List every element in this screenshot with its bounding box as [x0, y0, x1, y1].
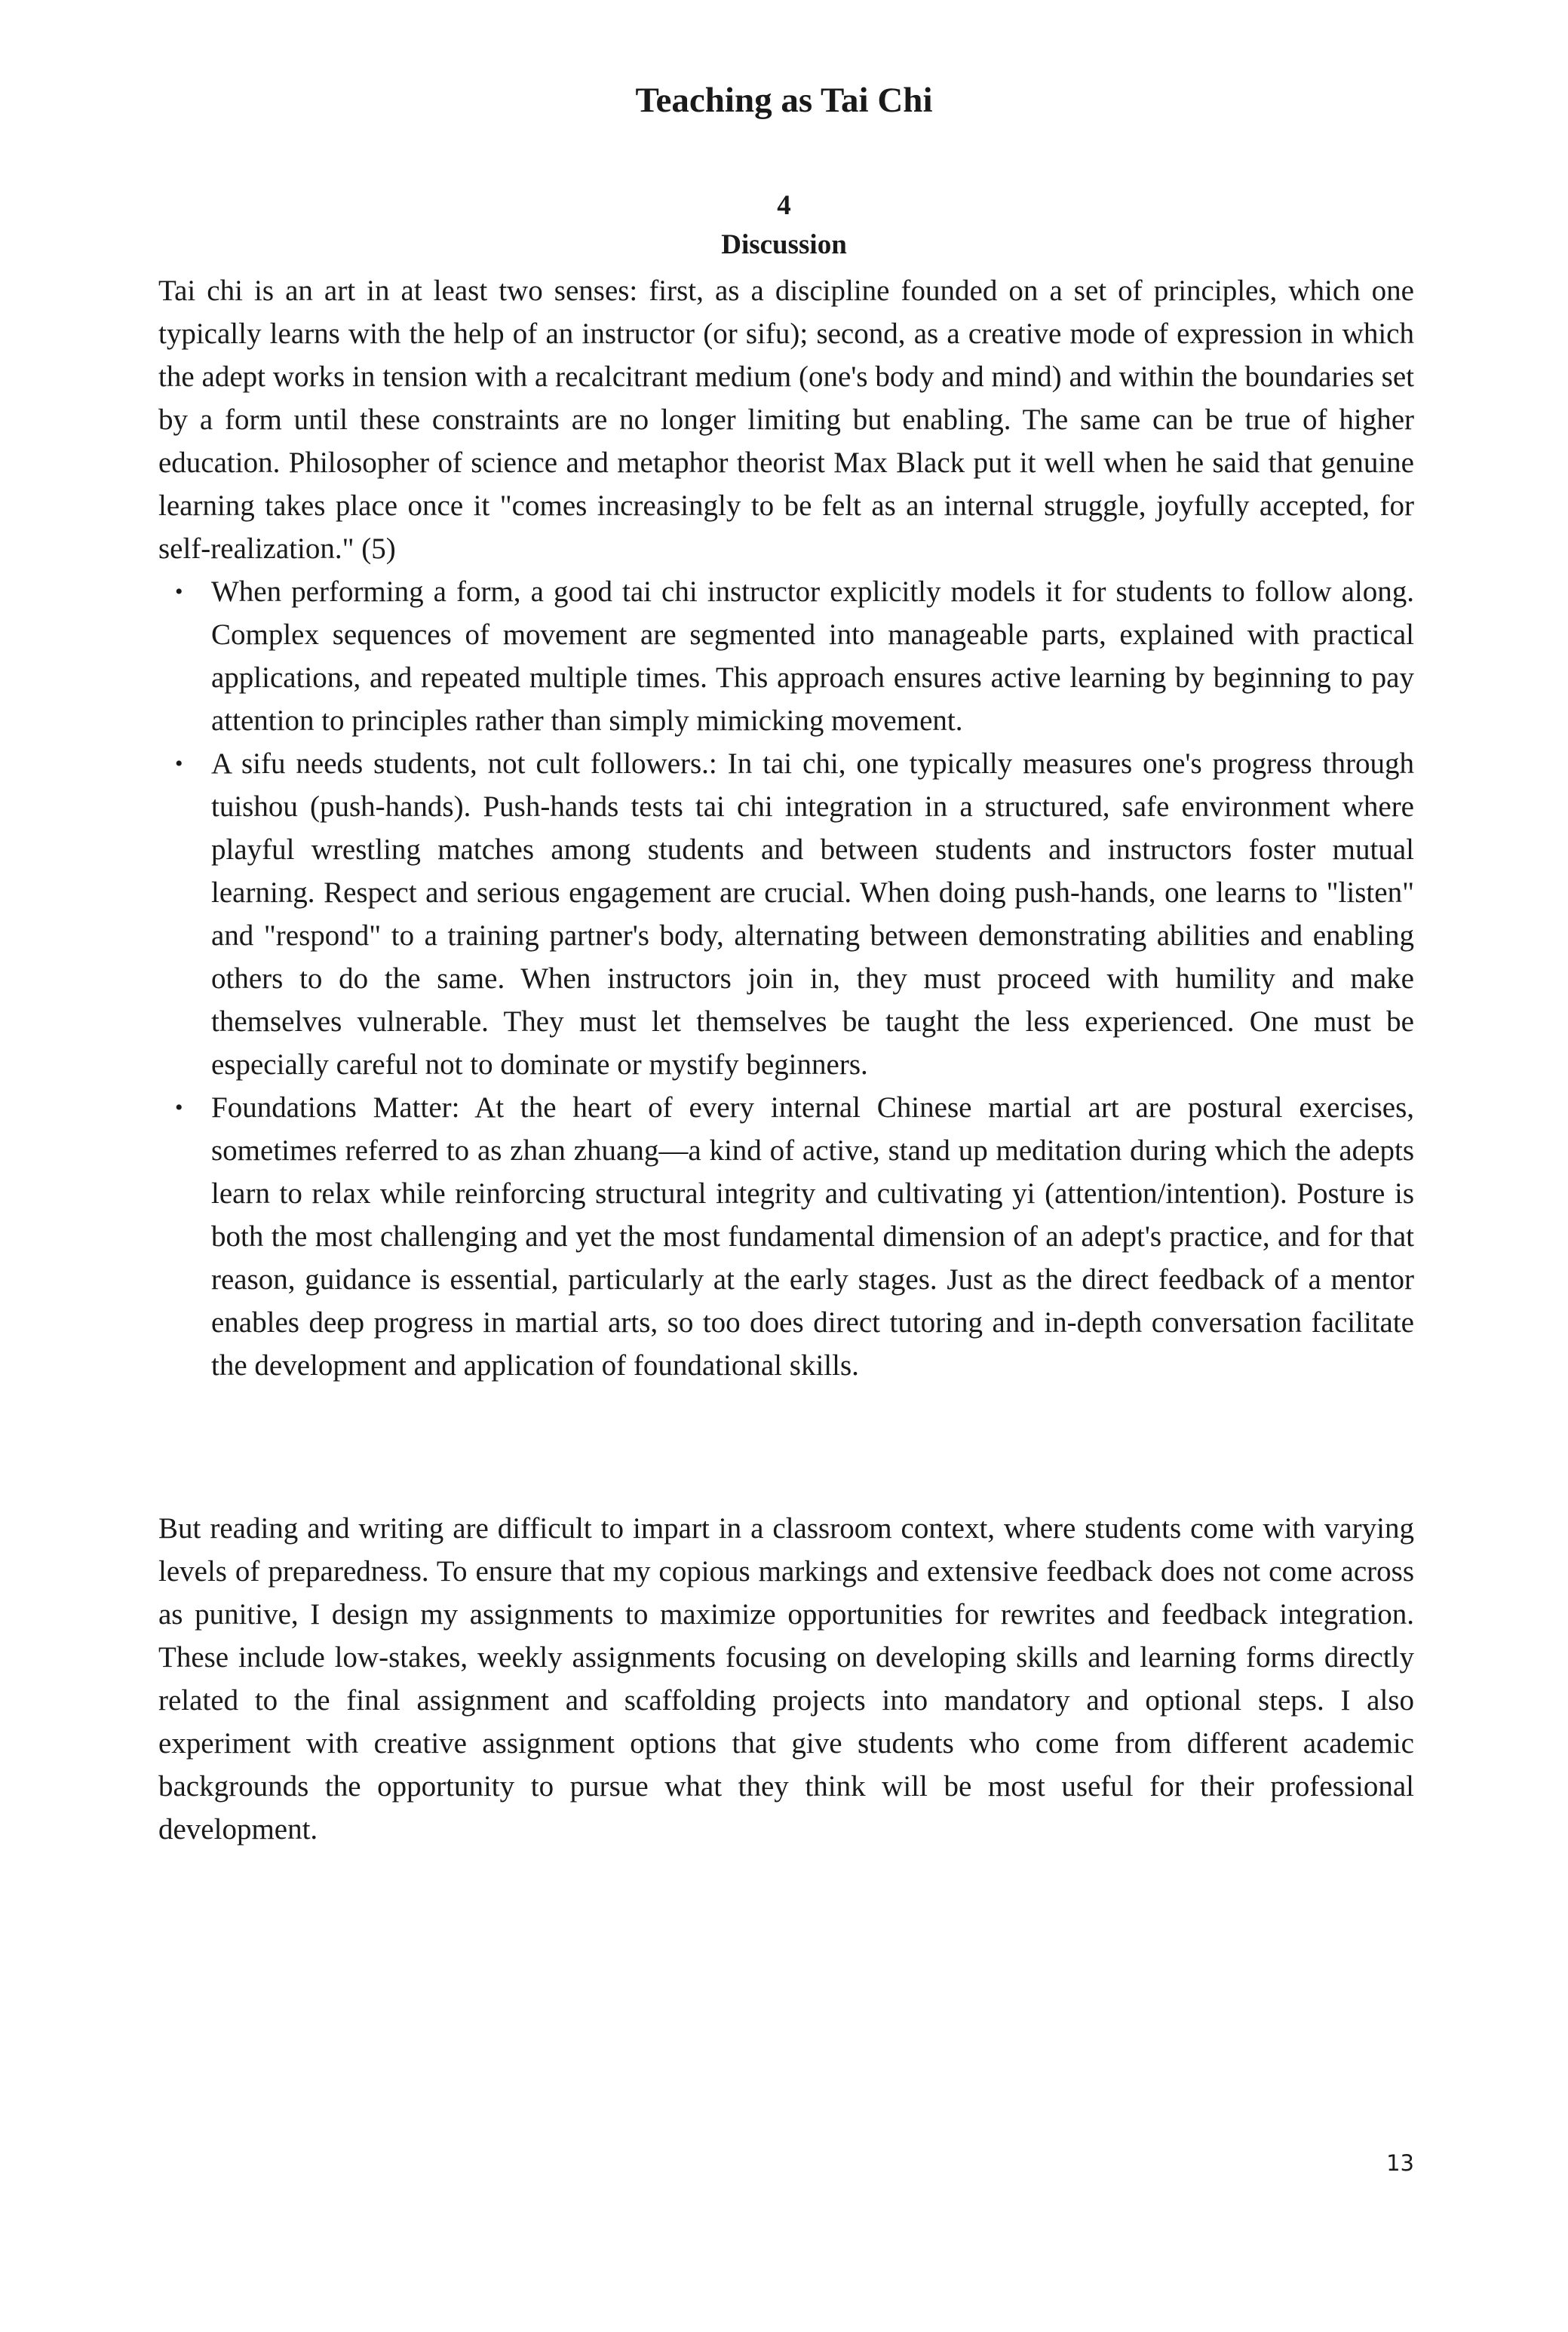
intro-paragraph: Tai chi is an art in at least two senses: first, as a discipline founded on a set of principles, which one typically learns with the help of an instructor (or sifu); second, as a creative mode of expression in which the adept works in tension with a recalcitrant medium (one's body and mind) and within the boundaries set by a form until these constraints are no longer limiting but enabling. The same can be true of higher education. Philosopher of science and metaphor theorist Max Black put it well when he said that genuine learning takes place once it "comes increasingly to be felt as an internal struggle, joyfully accepted, for self-realization." (5)	[158, 275, 1414, 565]
section-number: 4	[777, 190, 791, 221]
document-title: Teaching as Tai Chi	[635, 81, 933, 120]
bullet-dot-icon: •	[175, 1095, 183, 1120]
closing-paragraph: But reading and writing are difficult to impart in a classroom context, where students come with varying levels of preparedness. To ensure that my copious markings and extensive feedback does not come across as punitive, I design my assignments to maximize opportunities for rewrites and feedback integration. These include low-stakes, weekly assignments focusing on developing skills and learning forms directly related to the final assignment and scaffolding projects into mandatory and optional steps. I also experiment with creative assignment options that give students who come from different academic backgrounds the opportunity to pursue what they think will be most useful for their professional development.	[158, 1512, 1414, 1846]
bullet-item-push-hands	[158, 742, 1414, 1086]
section-title: Discussion	[721, 229, 847, 260]
bullet-item-modeling	[158, 570, 1414, 742]
bullet-text: When performing a form, a good tai chi instructor explicitly models it for students to follow along. Complex sequences of movement are segmented into manageable parts, explained with practical applications, and repeated multiple times. This approach ensures active learning by beginning to pay attention to principles rather than simply mimicking movement.	[211, 575, 1414, 737]
page-number: 13	[1386, 2150, 1414, 2176]
bullet-dot-icon: •	[175, 751, 183, 776]
bullet-text: Foundations Matter: At the heart of every internal Chinese martial art are postural exercises, sometimes referred to as zhan zhuang—a kind of active, stand up meditation during which the adepts learn to relax while reinforcing structural integrity and cultivating yi (attention/intention). Posture is both the most challenging and yet the most fundamental dimension of an adept's practice, and for that reason, guidance is essential, particularly at the early stages. Just as the direct feedback of a mentor enables deep progress in martial arts, so too does direct tutoring and in-depth conversation facilitate the development and application of foundational skills.	[211, 1091, 1414, 1382]
bullet-list	[158, 570, 1414, 1387]
bullet-text: A sifu needs students, not cult followers.: In tai chi, one typically measures one's progress through tuishou (push-hands). Push-hands tests tai chi integration in a structured, safe environment where playful wrestling matches among students and between students and instructors foster mutual learning. Respect and serious engagement are crucial. When doing push-hands, one learns to "listen" and "respond" to a training partner's body, alternating between demonstrating abilities and enabling others to do the same. When instructors join in, they must proceed with humility and make themselves vulnerable. They must let themselves be taught the less experienced. One must be especially careful not to dominate or mystify beginners.	[211, 747, 1414, 1081]
bullet-dot-icon: •	[175, 579, 183, 604]
bullet-item-foundations	[158, 1086, 1414, 1387]
